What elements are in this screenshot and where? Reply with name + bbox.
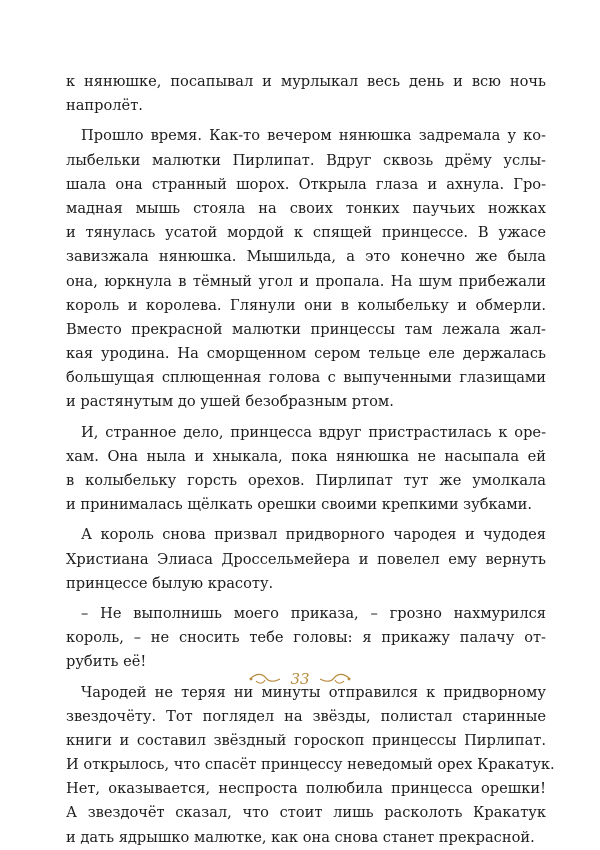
text-line: мадная мышь стояла на своих тонких паучьих ножках xyxy=(66,199,546,217)
left-flourish-icon xyxy=(248,672,282,686)
text-line: лыбельки малютки Пирлипат. Вдруг сквозь дрёму услы- xyxy=(66,151,546,169)
text-line: А король снова призвал придворного чародея и чудодея xyxy=(81,526,546,544)
text-line: А звездочёт сказал, что стоит лишь расколоть Кракатук xyxy=(66,804,546,822)
text-line: И, странное дело, принцесса вдруг пристрастилась к оре- xyxy=(81,423,546,441)
text-line: завизжала нянюшка. Мышильда, а это конечно же была xyxy=(66,248,546,266)
text-line: Прошло время. Как-то вечером нянюшка задремала у ко- xyxy=(81,127,546,145)
text-line: король и королева. Глянули они в колыбельку и обмерли. xyxy=(66,296,546,314)
text-line: король, – не сносить тебе головы: я прикажу палачу от- xyxy=(66,629,546,647)
paragraph xyxy=(66,523,545,596)
paragraph xyxy=(66,681,555,850)
text-line: и дать ядрышко малютке, как она снова станет прекрасной. xyxy=(66,828,535,846)
text-line: книги и составил звёздный гороскоп принцессы Пирлипат. xyxy=(66,731,546,749)
text-line: в колыбельку горсть орехов. Пирлипат тут же умолкала xyxy=(66,472,546,489)
text-line: напролёт. xyxy=(66,97,143,115)
text-line: к нянюшке, посапывал и мурлыкал весь день и всю ночь xyxy=(66,73,546,90)
text-line: Вместо прекрасной малютки принцессы там лежала жал- xyxy=(66,320,546,338)
page-number: 33 xyxy=(290,670,310,688)
paragraph xyxy=(66,124,545,414)
paragraph xyxy=(66,70,545,118)
text-line: – Не выполнишь моего приказа, – грозно нахмурился xyxy=(81,604,546,622)
text-line: принцессе былую красоту. xyxy=(66,574,274,592)
text-line: шала она странный шорох. Открыла глаза и ахнула. Гро- xyxy=(66,175,546,193)
text-line: она, юркнула в тёмный угол и пропала. На шум прибежали xyxy=(66,272,546,290)
text-line: звездочёту. Тот поглядел на звёзды, полистал старинные xyxy=(66,707,546,725)
text-line: большущая сплющенная голова с выпученными глазищами xyxy=(66,369,546,387)
paragraph xyxy=(66,602,545,675)
text-line: Христиана Элиаса Дроссельмейера и повелел ему вернуть xyxy=(66,550,546,568)
paragraph xyxy=(66,421,545,518)
text-line: хам. Она ныла и хныкала, пока нянюшка не насыпала ей xyxy=(66,447,546,465)
text-line: кая уродина. На сморщенном сером тельце еле держалась xyxy=(66,345,546,363)
page-text xyxy=(66,70,555,850)
page-footer xyxy=(0,670,600,688)
right-flourish-icon xyxy=(318,672,352,686)
text-line: и принималась щёлкать орешки своими крепкими зубками. xyxy=(66,496,533,514)
text-line: Чародей не теряя ни минуты отправился к придворному xyxy=(81,683,546,701)
text-line: И открылось, что спасёт принцессу неведомый орех Кракатук. xyxy=(66,756,555,774)
text-line: и растянутым до ушей безобразным ртом. xyxy=(66,393,394,411)
text-line: Нет, оказывается, неспроста полюбила принцесса орешки! xyxy=(66,780,546,798)
text-line: и тянулась усатой мордой к спящей принцессе. В ужасе xyxy=(66,224,546,242)
text-line: рубить её! xyxy=(66,653,147,671)
